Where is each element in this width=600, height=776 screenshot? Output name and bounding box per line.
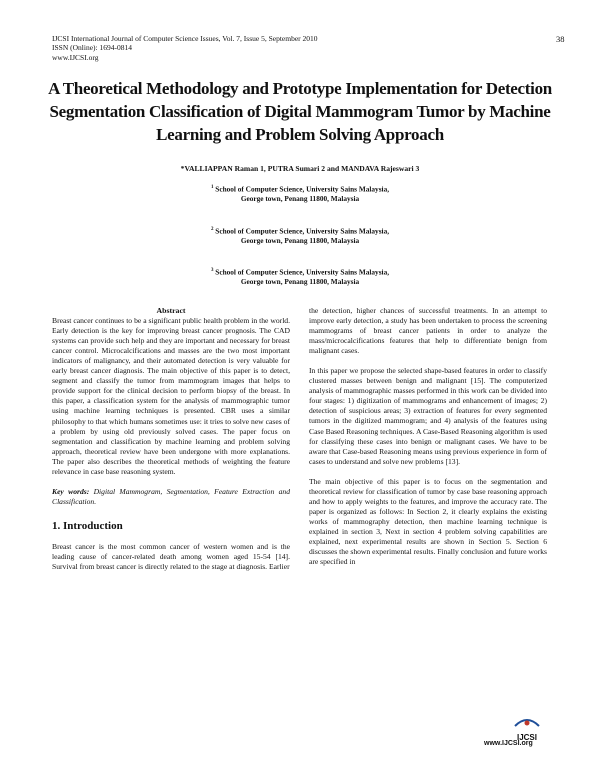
journal-name: IJCSI International Journal of Computer Science Issues, Vol. 7, Issue 5, September 2010 <box>52 34 318 43</box>
affiliation-line: George town, Penang 11800, Malaysia <box>240 194 360 204</box>
affiliation-line: George town, Penang 11800, Malaysia <box>240 277 360 287</box>
paragraph: The main objective of this paper is to focus on the segmentation and theoretical review for classification of tumor by case base reasoning approach and how to apply weights to the features, and improve the accuracy rate. The paper is organized as follows: In Section 2, it clearly explains the existing works of mammography detection, then machine learning technique is explained in section 3, Next in section 4 problem solving capabilities are explained, next experimental results are shown in Section 5. Section 6 discusses the shown experimental results. Finally conclusion and future works are specified in <box>309 476 547 567</box>
affiliation-line: School of Computer Science, University Sains Malaysia, <box>215 267 390 277</box>
keywords <box>52 487 290 507</box>
journal-header <box>52 34 318 62</box>
left-column <box>52 306 290 572</box>
abstract-text: Breast cancer continues to be a significant public health problem in the world. Early detection is the key for improving breast cancer prognosis. The CAD systems can provide such help and they are important and necessary for breast cancer control. Microcalcifications and masses are the two most important indicators of malignancy, and their automated detection is very valuable for early breast cancer diagnosis. The main objective of this paper is to detect, segment and classify the tumor from mammogram images that helps to provide support for the clinical decision to perform biopsy of the breast. In this paper, a classification system for the analysis of mammographic tumor using machine learning techniques is presented. CBR uses a similar philosophy to that which humans sometimes use: it tries to solve new cases of a problem by using old previously solved cases. The paper focus on segmentation and classification by machine learning and problem solving approach, theoretical review have been undergone with more explanations. The paper also describes the theoretical methods of weighting the feature relevance in case base reasoning system. <box>52 316 290 476</box>
affiliation-2 <box>150 225 450 246</box>
affiliation-1 <box>150 183 450 204</box>
paper-title: A Theoretical Methodology and Prototype Implementation for Detection Segmentation Classification of Digital Mammogram Tumor by Machine Learning and Problem Solving Approach <box>48 79 552 144</box>
page-number: 38 <box>556 34 565 44</box>
right-column <box>309 306 547 567</box>
affiliation-line: School of Computer Science, University Sains Malaysia, <box>215 226 390 236</box>
logo-text: IJCSI <box>516 733 537 742</box>
paragraph: the detection, higher chances of successful treatments. In an attempt to improve early detection, a study has been undertaken to process the screening mammograms of breast cancer patients in order to analyze the mass/microcalcifications features that help to differentiate benign from malignant cases. <box>309 306 547 356</box>
affiliation-line: George town, Penang 11800, Malaysia <box>240 236 360 246</box>
ijcsi-logo-icon <box>509 714 545 730</box>
journal-url: www.IJCSI.org <box>52 52 99 62</box>
keywords-label: Key words: <box>52 486 90 496</box>
ijcsi-logo <box>509 714 545 742</box>
footer-url: www.IJCSI.org <box>484 740 533 747</box>
paragraph: In this paper we propose the selected shape-based features in order to classify clustered masses between benign and malignant [15]. The computerized analysis of mammographic masses performed in this work can be divided into four stages: 1) digitization of mammograms and enhancement of images; 2) detection of suspicious areas; 3) extraction of features for every segmented tumors in the digitized mammogram; and 4) analysis of the features using Case Based Reasoning techniques. A Case-Based Reasoning algorithm is used for classifying these cases into benign or malignant cases. We have to be aware that Case-based Reasoning means using previous experience in form of cases to understand and solve new problems [13]. <box>309 366 547 466</box>
section-heading-introduction: 1. Introduction <box>52 519 123 532</box>
keywords-text: Digital Mammogram, Segmentation, Feature Extraction and Classification. <box>52 486 290 506</box>
author-list: *VALLIAPPAN Raman 1, PUTRA Sumari 2 and MANDAVA Rajeswari 3 <box>180 164 420 173</box>
affiliation-number: 1 <box>210 185 214 190</box>
journal-issn: ISSN (Online): 1694-0814 <box>52 43 132 53</box>
intro-paragraph: Breast cancer is the most common cancer of western women and is the leading cause of cancer-related death among women aged 15-54 [14]. Survival from breast cancer is directly related to the stage at diagnosis. Earlier <box>52 541 290 572</box>
abstract-heading: Abstract <box>156 306 186 315</box>
affiliation-3 <box>150 266 450 287</box>
affiliation-line: School of Computer Science, University Sains Malaysia, <box>215 184 390 194</box>
affiliation-number: 2 <box>210 227 214 232</box>
affiliation-number: 3 <box>210 268 214 273</box>
